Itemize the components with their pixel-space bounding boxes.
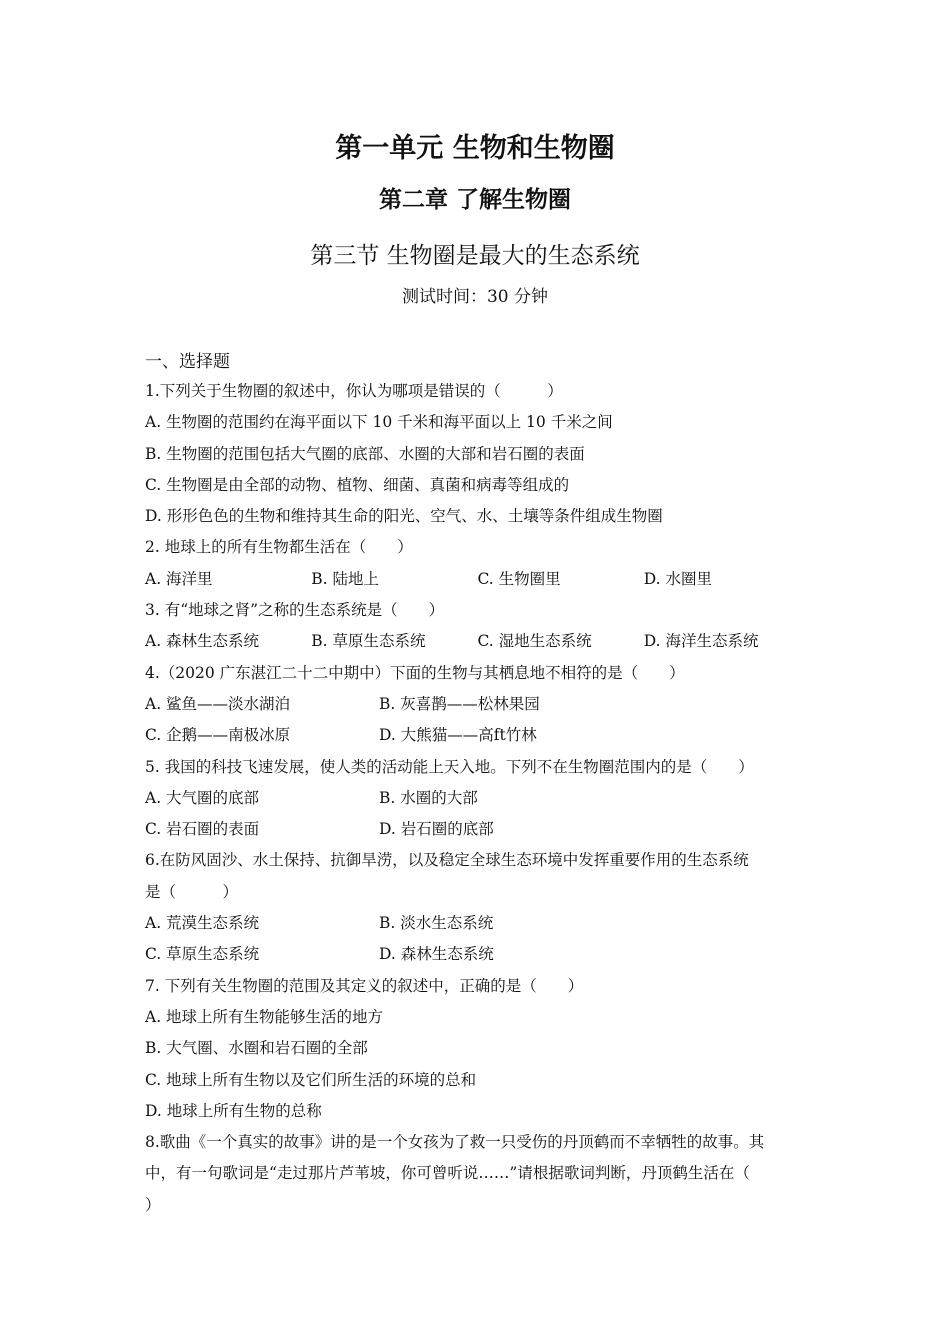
section-heading: 一、选择题 <box>145 352 230 372</box>
option-a: A. 海洋里 <box>145 569 213 588</box>
option-row <box>145 564 810 595</box>
option-c: C. 地球上所有生物以及它们所生活的环境的总和 <box>145 1070 477 1089</box>
question-stem: 3. 有“地球之肾”之称的生态系统是（ ） <box>145 601 445 620</box>
option-row <box>145 908 810 939</box>
option-row <box>145 783 810 814</box>
option-b: B. 灰喜鹊——松林果园 <box>379 694 540 713</box>
option-b: B. 淡水生态系统 <box>379 914 494 933</box>
question-stem: 2. 地球上的所有生物都生活在（ ） <box>145 538 413 557</box>
option-a: A. 森林生态系统 <box>145 632 260 651</box>
option-row <box>145 939 810 970</box>
option-b: B. 陆地上 <box>311 569 379 588</box>
option-row <box>145 689 810 720</box>
option-a: A. 荒漠生态系统 <box>145 914 260 933</box>
option-b: B. 水圈的大部 <box>379 788 478 807</box>
option-a: A. 地球上所有生物能够生活的地方 <box>145 1007 384 1026</box>
option-b: B. 生物圈的范围包括大气圈的底部、水圈的大部和岩石圈的表面 <box>145 444 585 463</box>
option-row <box>145 626 810 657</box>
option-c: C. 湿地生态系统 <box>477 632 592 651</box>
question-8 <box>145 1127 810 1221</box>
question-stem-line: ） <box>145 1195 161 1214</box>
option-c: C. 岩石圈的表面 <box>145 820 260 839</box>
option-a: A. 生物圈的范围约在海平面以下 10 千米和海平面以上 10 千米之间 <box>145 413 613 432</box>
question-5 <box>145 752 810 846</box>
question-stem: 7. 下列有关生物圈的范围及其定义的叙述中，正确的是（ ） <box>145 976 584 995</box>
question-stem: 5. 我国的科技飞速发展，使人类的活动能上天入地。下列不在生物圈范围内的是（ ） <box>145 757 754 776</box>
question-2 <box>145 532 810 595</box>
option-d: D. 形形色色的生物和维持其生命的阳光、空气、水、土壤等条件组成生物圈 <box>145 507 663 526</box>
option-a: A. 鲨鱼——淡水湖泊 <box>145 694 291 713</box>
option-a: A. 大气圈的底部 <box>145 788 260 807</box>
option-d: D. 海洋生态系统 <box>643 632 759 651</box>
option-c: C. 生物圈里 <box>477 569 561 588</box>
question-1 <box>145 376 810 532</box>
question-stem-line: 6.在防风固沙、水土保持、抗御旱涝，以及稳定全球生态环境中发挥重要作用的生态系统 <box>145 851 749 870</box>
question-stem-line: 中，有一句歌词是“走过那片芦苇坡，你可曾听说……”请根据歌词判断，丹顶鹤生活在（ <box>145 1164 750 1183</box>
unit-title: 第一单元 生物和生物圈 <box>335 133 615 164</box>
question-stem-line: 8.歌曲《一个真实的故事》讲的是一个女孩为了救一只受伤的丹顶鹤而不幸牺牲的故事。其 <box>145 1133 765 1152</box>
option-c: C. 企鹅——南极冰原 <box>145 726 291 745</box>
option-c: C. 草原生态系统 <box>145 945 260 964</box>
question-stem-line: 是（ ） <box>145 882 239 901</box>
question-7 <box>145 971 810 1127</box>
question-stem: 4.（2020 广东湛江二十二中期中）下面的生物与其栖息地不相符的是（ ） <box>145 663 685 682</box>
option-row <box>145 720 810 751</box>
section-title: 第三节 生物圈是最大的生态系统 <box>310 243 640 269</box>
question-6 <box>145 845 810 970</box>
chapter-title: 第二章 了解生物圈 <box>378 187 571 213</box>
question-stem: 1.下列关于生物圈的叙述中，你认为哪项是错误的（ ） <box>145 382 563 400</box>
test-time: 测试时间：30 分钟 <box>401 287 549 307</box>
option-b: B. 大气圈、水圈和岩石圈的全部 <box>145 1039 368 1058</box>
option-d: D. 地球上所有生物的总称 <box>145 1101 322 1120</box>
question-4 <box>145 658 810 752</box>
option-d: D. 大熊猫——高ft竹林 <box>379 726 537 745</box>
option-d: D. 水圈里 <box>643 569 712 588</box>
option-b: B. 草原生态系统 <box>311 632 426 651</box>
option-c: C. 生物圈是由全部的动物、植物、细菌、真菌和病毒等组成的 <box>145 475 570 494</box>
question-list <box>145 348 810 1221</box>
option-d: D. 岩石圈的底部 <box>379 820 494 839</box>
question-3 <box>145 595 810 658</box>
option-row <box>145 814 810 845</box>
option-d: D. 森林生态系统 <box>379 945 494 964</box>
